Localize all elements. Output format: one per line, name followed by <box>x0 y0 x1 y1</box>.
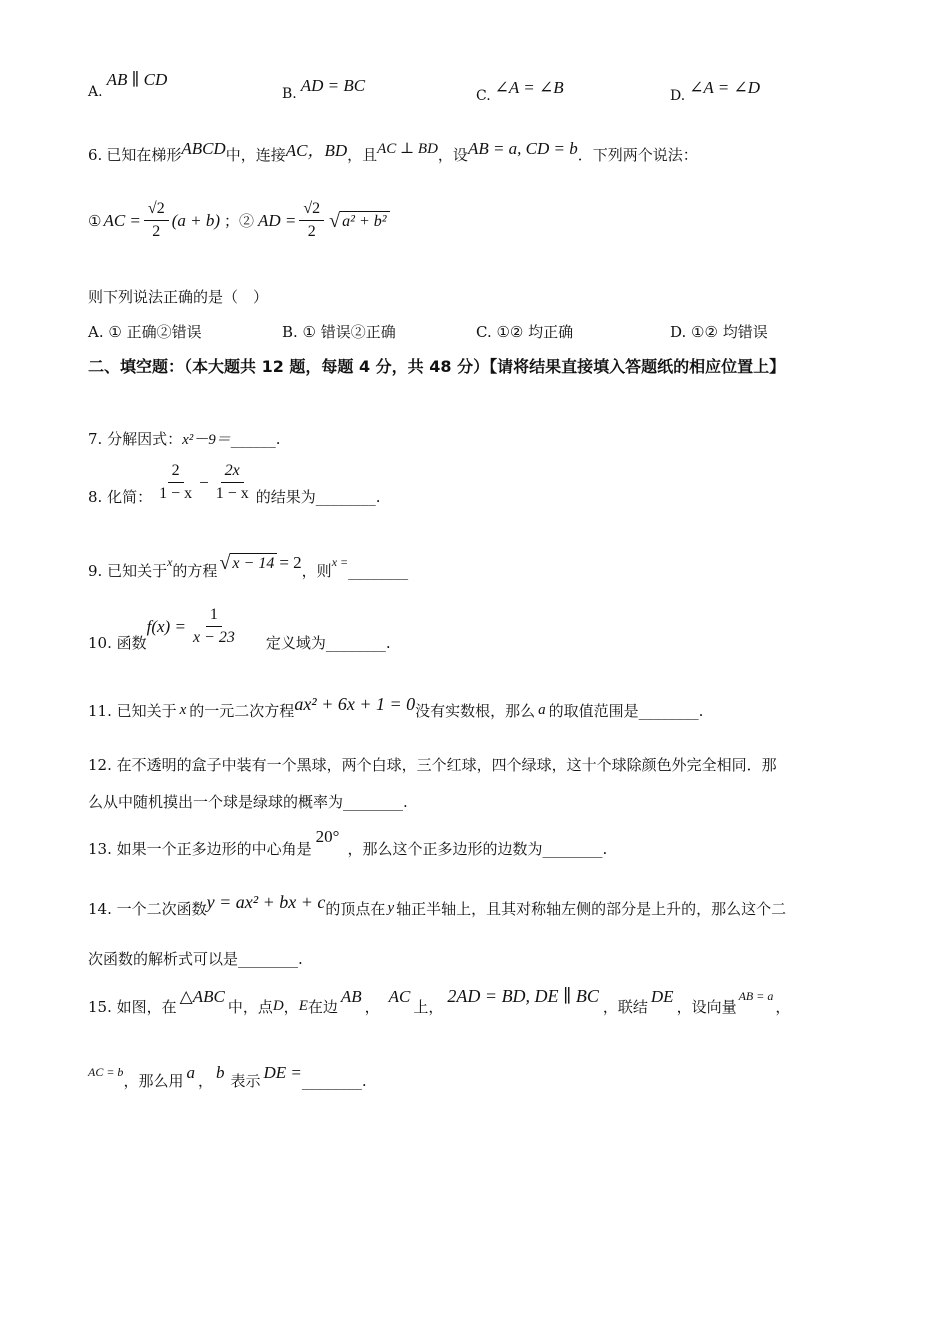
radicand: a² + b² <box>340 211 389 231</box>
answer-blank: ________ <box>638 701 699 720</box>
q12-line2 <box>88 791 408 812</box>
option-label: A. <box>88 84 103 100</box>
math: a <box>538 702 546 718</box>
punctuation: ， <box>283 998 299 1016</box>
math: E <box>298 998 308 1014</box>
math: AB = a <box>738 989 774 1003</box>
text: 上， <box>413 998 444 1016</box>
math: AB <box>340 986 362 1006</box>
text: 15. 如图，在 <box>88 998 177 1016</box>
q6-statements <box>88 200 392 241</box>
math: AB = a, CD = b <box>467 138 578 158</box>
text: 没有实数根，那么 <box>415 702 536 720</box>
q6-question <box>88 286 268 307</box>
option-label: D. <box>670 88 686 104</box>
option-text: B. ① 错误②正确 <box>282 323 396 341</box>
math: D <box>272 998 284 1014</box>
math: x = <box>331 555 349 569</box>
answer-blank: ________ <box>301 1071 362 1090</box>
text: 11. 已知关于 <box>88 702 177 720</box>
punctuation: . <box>403 792 408 811</box>
math: ax² + 6x + 1 = 0 <box>294 694 416 714</box>
fraction <box>155 462 196 503</box>
section-heading: 二、填空题：（本大题共 12 题，每题 4 分，共 48 分）【请将结果直接填入答题纸的相应位置上】 <box>88 357 786 376</box>
text: 的取值范围是 <box>548 702 639 720</box>
fraction <box>299 200 324 241</box>
punctuation: . <box>698 701 704 720</box>
math: 20° <box>315 826 340 846</box>
text: 表示 <box>230 1072 261 1090</box>
option-math: AD = BC <box>300 76 366 95</box>
text: 7. 分解因式： <box>88 430 183 448</box>
q6-option-c <box>476 321 573 342</box>
text: 在边 <box>307 998 338 1016</box>
text: 定义域为 <box>265 634 326 652</box>
option-text: D. ①② 均错误 <box>670 323 768 341</box>
answer-blank: ________ <box>542 839 603 858</box>
answer-blank: ________ <box>325 633 386 652</box>
q15-line2 <box>88 1062 367 1090</box>
math: 2AD = BD, DE ∥ BC <box>447 986 599 1006</box>
math: AC ⊥ BD <box>377 141 438 157</box>
text: ，设 <box>437 146 468 164</box>
numerator: 2x <box>221 462 244 483</box>
q15-line1 <box>88 986 791 1016</box>
q8 <box>88 462 381 506</box>
text: ，那么用 <box>123 1072 184 1090</box>
q14-line1 <box>88 892 787 918</box>
denominator: 2 <box>152 223 161 240</box>
math: AC <box>388 986 411 1006</box>
text: 12. 在不透明的盒子中装有一个黑球，两个白球，三个红球，四个绿球，这十个球除颜色外完全相同．那 <box>88 756 777 774</box>
q5-option-d <box>670 78 761 104</box>
punctuation: ， <box>364 998 380 1016</box>
fraction <box>189 606 239 647</box>
text: 10. 函数 <box>88 634 147 652</box>
math: DE = <box>263 1062 302 1082</box>
text: ．下列两个说法： <box>577 146 698 164</box>
circle-one-mark: ① <box>88 211 102 230</box>
numerator: √2 <box>144 200 169 221</box>
q6-option-b <box>282 321 396 342</box>
text: ，设向量 <box>676 998 737 1016</box>
option-math: ∠A = ∠D <box>689 78 761 97</box>
option-label: B. <box>282 86 297 102</box>
text: 已知在梯形 <box>106 146 182 164</box>
text: 的结果为 <box>255 488 316 506</box>
q6-option-d <box>670 321 768 342</box>
fraction <box>144 200 169 241</box>
numerator: 2 <box>168 462 184 483</box>
denominator: 1 − x <box>159 485 193 502</box>
separator: ；② <box>223 212 254 230</box>
q10 <box>88 606 391 652</box>
math: △ABC <box>179 986 225 1006</box>
option-math: AB ∥ CD <box>106 70 168 89</box>
text: ，联结 <box>602 998 648 1016</box>
square-root <box>219 553 277 573</box>
text: 么从中随机摸出一个球是绿球的概率为 <box>88 793 344 811</box>
text: 次函数的解析式可以是 <box>88 950 239 968</box>
radical-sign-icon: √ <box>329 209 341 232</box>
answer-blank: ______ <box>230 429 276 448</box>
math: x²－9＝ <box>182 432 231 448</box>
text: 的方程 <box>172 562 218 580</box>
q6-stem <box>88 138 698 167</box>
math: b <box>215 1062 225 1082</box>
math: x <box>167 555 173 569</box>
math: x <box>179 702 187 718</box>
text: 14. 一个二次函数 <box>88 900 207 918</box>
text: 13. 如果一个正多边形的中心角是 <box>88 840 312 858</box>
punctuation: . <box>602 839 608 858</box>
math: AC，BD <box>285 141 348 160</box>
punctuation: . <box>361 1071 367 1090</box>
text: ，则 <box>301 562 332 580</box>
punctuation: ， <box>775 998 791 1016</box>
math: AD = <box>258 210 297 230</box>
numerator: √2 <box>299 200 324 221</box>
answer-blank: ________ <box>348 561 409 580</box>
text: 8. 化简： <box>88 488 153 506</box>
punctuation: . <box>375 487 381 506</box>
q5-option-b <box>282 76 366 102</box>
q5-option-c <box>476 78 564 104</box>
q12-line1 <box>88 754 777 775</box>
q11 <box>88 694 704 721</box>
text: 中，点 <box>227 998 273 1016</box>
punctuation: . <box>298 949 303 968</box>
text: 9. 已知关于 <box>88 562 168 580</box>
math: = 2 <box>279 552 302 572</box>
numerator: 1 <box>206 606 222 627</box>
answer-blank: ________ <box>315 487 376 506</box>
minus-sign: − <box>199 472 209 492</box>
radical-sign-icon: √ <box>219 551 231 574</box>
denominator: 2 <box>307 223 316 240</box>
option-label: C. <box>476 88 491 104</box>
text: 轴正半轴上，且其对称轴左侧的部分是上升的，那么这个二 <box>396 900 787 918</box>
answer-blank: ________ <box>238 949 299 968</box>
text: ，且 <box>347 146 378 164</box>
math: AC = b <box>88 1065 124 1079</box>
math: AC = <box>103 210 141 230</box>
math: a <box>186 1062 195 1082</box>
denominator: x − 23 <box>192 629 235 646</box>
q13 <box>88 826 608 858</box>
math: (a + b) <box>171 210 220 230</box>
q5-option-a <box>88 70 168 100</box>
math: ABCD <box>181 138 226 158</box>
denominator: 1 − x <box>215 485 249 502</box>
option-text: A. ① 正确②错误 <box>88 323 202 341</box>
fraction <box>212 462 253 503</box>
punctuation: . <box>275 429 281 448</box>
q6-option-a <box>88 321 202 342</box>
question-number: 6. <box>88 145 103 164</box>
punctuation: . <box>385 633 391 652</box>
text: 则下列说法正确的是（ ） <box>88 288 269 306</box>
option-math: ∠A = ∠B <box>494 78 564 97</box>
math: y <box>387 900 395 916</box>
q14-line2 <box>88 948 303 969</box>
square-root <box>329 211 389 231</box>
text: 的顶点在 <box>325 900 386 918</box>
answer-blank: ________ <box>343 792 404 811</box>
math: y = ax² + bx + c <box>206 892 326 912</box>
math: f(x) = <box>146 616 186 636</box>
q9 <box>88 551 409 580</box>
radicand: x − 14 <box>230 553 277 573</box>
math: DE <box>650 986 674 1006</box>
text: 的一元二次方程 <box>189 702 295 720</box>
option-text: C. ①② 均正确 <box>476 323 574 341</box>
text: ，那么这个正多边形的边数为 <box>347 840 543 858</box>
q7 <box>88 428 281 449</box>
text: ， <box>197 1072 213 1090</box>
text: 中，连接 <box>225 146 286 164</box>
